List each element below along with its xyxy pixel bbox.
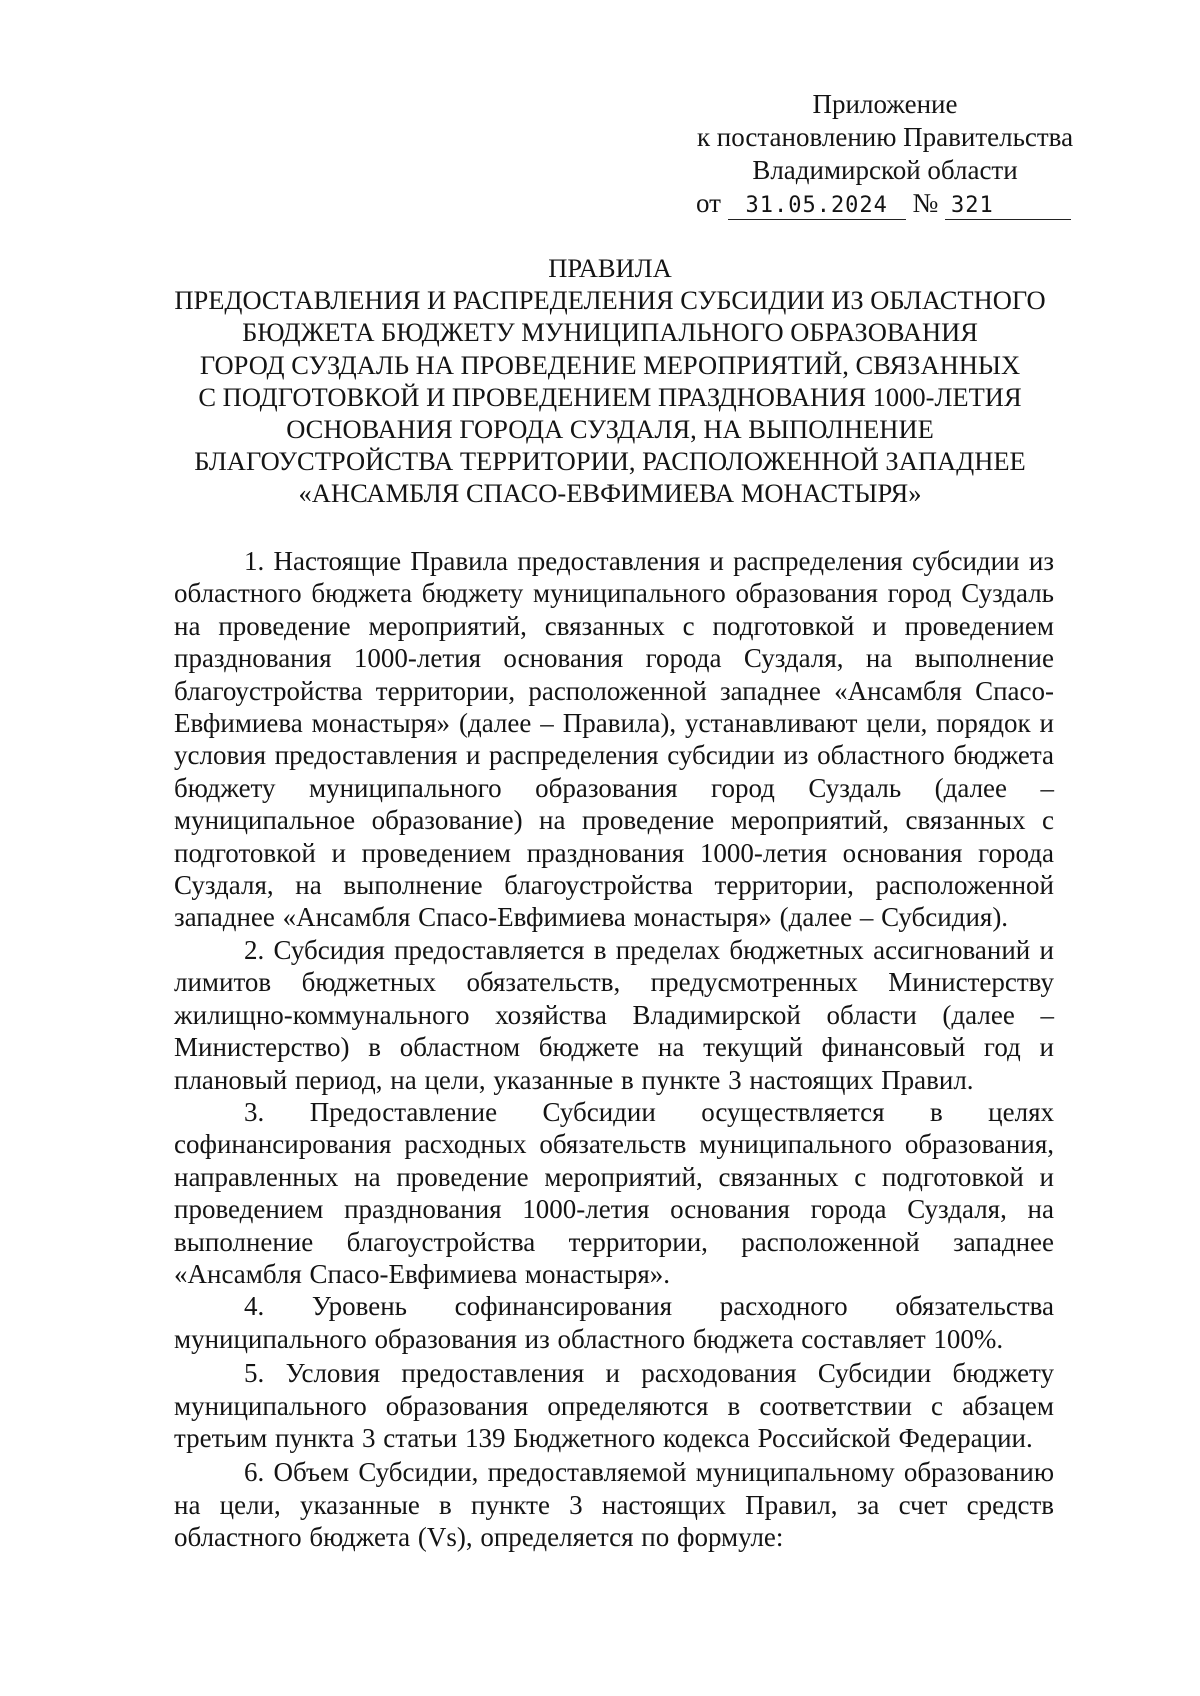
paragraph-4: 4. Уровень софинансирования расходного обязательства муниципального образования из областного бюджета составляет 100%. <box>174 1291 1054 1354</box>
title-line: БЮДЖЕТА БЮДЖЕТУ МУНИЦИПАЛЬНОГО ОБРАЗОВАНИЯ <box>242 317 978 348</box>
paragraph-5: 5. Условия предоставления и расходования Субсидии бюджету муниципального образования определяются в соответствии с абзацем третьим пункта 3 статьи 139 Бюджетного кодекса Российской Федерации. <box>174 1358 1054 1453</box>
title-line: «АНСАМБЛЯ СПАСО-ЕВФИМИЕВА МОНАСТЫРЯ» <box>298 478 922 509</box>
resolution-date: 31.05.2024 <box>728 193 906 220</box>
document-body <box>174 545 1054 1554</box>
appendix-region: Владимирской области <box>752 155 1018 185</box>
paragraph-3: 3. Предоставление Субсидии осуществляется в целях софинансирования расходных обязательств муниципального образования, направленных на проведение мероприятий, связанных с подготовкой и проведением празднования 1000-летия основания города Суздаля, на выполнение благоустройства территории, расположенной западнее «Ансамбля Спасо-Евфимиева монастыря». <box>174 1096 1054 1289</box>
appendix-date-line <box>696 187 1080 220</box>
number-label: № <box>912 188 939 218</box>
appendix-resolution-ref: к постановлению Правительства <box>696 122 1074 152</box>
title-line: БЛАГОУСТРОЙСТВА ТЕРРИТОРИИ, РАСПОЛОЖЕННОЙ ЗАПАДНЕЕ <box>194 446 1026 477</box>
document-title <box>160 252 1060 510</box>
from-label: от <box>696 188 721 218</box>
appendix-header <box>690 88 1080 220</box>
paragraph-1: 1. Настоящие Правила предоставления и распределения субсидии из областного бюджета бюджету муниципального образования город Суздаль на проведение мероприятий, связанных с подготовкой и проведением празднования 1000-летия основания города Суздаля, на выполнение благоустройства территории, расположенной западнее «Ансамбля Спасо-Евфимиева монастыря» (далее – Правила), устанавливают цели, порядок и условия предоставления и распределения субсидии из областного бюджета бюджету муниципального образования город Суздаль (далее – муниципальное образование) на проведение мероприятий, связанных с подготовкой и проведением празднования 1000-летия основания города Суздаля, на выполнение благоустройства территории, расположенной западнее «Ансамбля Спасо-Евфимиева монастыря» (далее – Субсидия). <box>174 546 1054 933</box>
title-line: ПРАВИЛА <box>548 253 672 283</box>
paragraph-2: 2. Субсидия предоставляется в пределах бюджетных ассигнований и лимитов бюджетных обязательств, предусмотренных Министерству жилищно-коммунального хозяйства Владимирской области (далее – Министерство) в областном бюджете на текущий финансовый год и плановый период, на цели, указанные в пункте 3 настоящих Правил. <box>174 934 1054 1095</box>
title-line: ПРЕДОСТАВЛЕНИЯ И РАСПРЕДЕЛЕНИЯ СУБСИДИИ ИЗ ОБЛАСТНОГО <box>174 285 1046 316</box>
paragraph-6: 6. Объем Субсидии, предоставляемой муниципальному образованию на цели, указанные в пункте 3 настоящих Правил, за счет средств областного бюджета (Vs), определяется по формуле: <box>174 1457 1054 1553</box>
title-line: ОСНОВАНИЯ ГОРОДА СУЗДАЛЯ, НА ВЫПОЛНЕНИЕ <box>286 414 934 445</box>
appendix-label: Приложение <box>812 89 958 119</box>
title-line: С ПОДГОТОВКОЙ И ПРОВЕДЕНИЕМ ПРАЗДНОВАНИЯ 1000-ЛЕТИЯ <box>198 381 1022 412</box>
resolution-number: 321 <box>945 193 1071 220</box>
title-line: ГОРОД СУЗДАЛЬ НА ПРОВЕДЕНИЕ МЕРОПРИЯТИЙ, СВЯЗАННЫХ <box>199 349 1021 380</box>
